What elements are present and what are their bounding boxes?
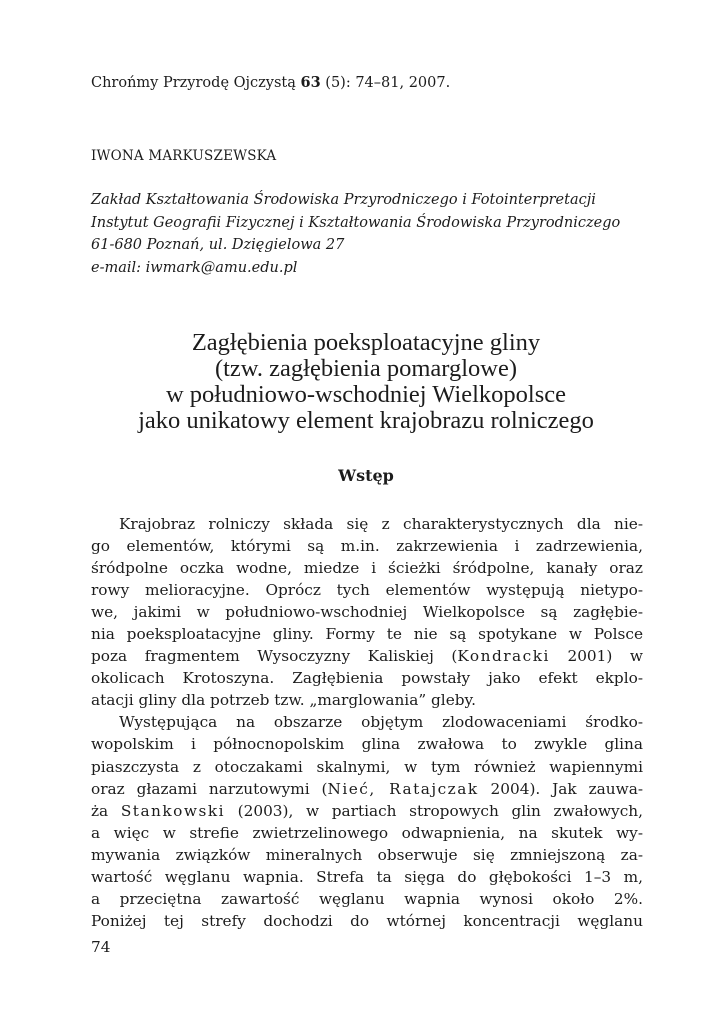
body-line: wopolskim i północnopolskim glina zwałowa to zwykle glina xyxy=(91,735,643,754)
affiliation-email: e-mail: iwmark@amu.edu.pl xyxy=(91,259,298,276)
citation-author: Kondracki xyxy=(457,647,550,666)
body-line: atacji gliny dla potrzeb tzw. „marglowania” gleby. xyxy=(91,691,477,710)
body-line-text: poza fragmentem Wysoczyzny Kaliskiej ( xyxy=(91,647,458,666)
body-line: śródpolne oczka wodne, miedze i ścieżki śródpolne, kanały oraz xyxy=(91,559,643,578)
page-number: 74 xyxy=(91,938,111,956)
affiliation-institute: Instytut Geografii Fizycznej i Kształtowania Środowiska Przyrodniczego xyxy=(91,214,621,231)
body-line: wartość węglanu wapnia. Strefa ta sięga do głębokości 1–3 m, xyxy=(91,867,643,886)
section-heading: Wstęp xyxy=(338,466,394,485)
body-line-text: ża xyxy=(91,801,121,820)
journal-name: Chrońmy Przyrodę Ojczystą xyxy=(91,75,296,91)
journal-citation xyxy=(91,74,450,91)
body-text xyxy=(91,513,643,932)
body-line: Krajobraz rolniczy składa się z charakterystycznych dla nie- xyxy=(119,515,643,533)
body-line-text: 2004). Jak zauwa- xyxy=(478,779,643,798)
title-line: w południowo-wschodniej Wielkopolsce xyxy=(165,381,567,408)
title-line: Zagłębienia poeksploatacyjne gliny xyxy=(191,329,541,356)
body-line: rowy melioracyjne. Oprócz tych elementów występują nietypo- xyxy=(91,581,643,600)
citation-author: Stankowski xyxy=(120,801,225,820)
citation-author: Nieć, Ratajczak xyxy=(327,779,479,798)
body-line-text: 2001) w xyxy=(549,647,643,666)
body-line: go elementów, którymi są m.in. zakrzewienia i zadrzewienia, xyxy=(91,537,643,556)
affiliation-address: 61-680 Poznań, ul. Dzięgielowa 27 xyxy=(91,237,345,253)
body-line: we, jakimi w południowo-wschodniej Wielkopolsce są zagłębie- xyxy=(91,603,643,622)
body-line: a więc w strefie zwietrzelinowego odwapnienia, na skutek wy- xyxy=(91,823,643,842)
journal-volume: 63 xyxy=(300,74,321,91)
body-line xyxy=(91,645,643,667)
body-line: a przeciętna zawartość węglanu wapnia wynosi około 2%. xyxy=(91,889,643,908)
article-title xyxy=(60,330,672,434)
body-line xyxy=(91,778,643,800)
body-line-text: oraz głazami narzutowymi ( xyxy=(91,779,328,798)
title-line: (tzw. zagłębienia pomarglowe) xyxy=(214,355,518,382)
body-line: mywania związków mineralnych obserwuje się zmniejszoną za- xyxy=(91,845,643,864)
title-line: jako unikatowy element krajobrazu rolniczego xyxy=(138,407,594,434)
author-name: IWONA MARKUSZEWSKA xyxy=(91,148,277,164)
affiliation-department: Zakład Kształtowania Środowiska Przyrodniczego i Fotointerpretacji xyxy=(91,192,596,208)
body-line: piaszczysta z otoczakami skalnymi, w tym również wapiennymi xyxy=(91,757,643,776)
body-line: Występująca na obszarze objętym zlodowaceniami środko- xyxy=(119,713,643,732)
body-line xyxy=(91,800,643,822)
body-line: nia poeksploatacyjne gliny. Formy te nie są spotykane w Polsce xyxy=(91,625,643,644)
body-line-text: (2003), w partiach stropowych glin zwałowych, xyxy=(225,801,643,820)
journal-issue-pages-year: (5): 74–81, 2007. xyxy=(325,75,451,91)
author-affiliation xyxy=(91,189,620,279)
body-line: okolicach Krotoszyna. Zagłębienia powstały jako efekt ekplo- xyxy=(91,669,643,688)
body-line: Poniżej tej strefy dochodzi do wtórnej koncentracji węglanu xyxy=(91,911,643,930)
